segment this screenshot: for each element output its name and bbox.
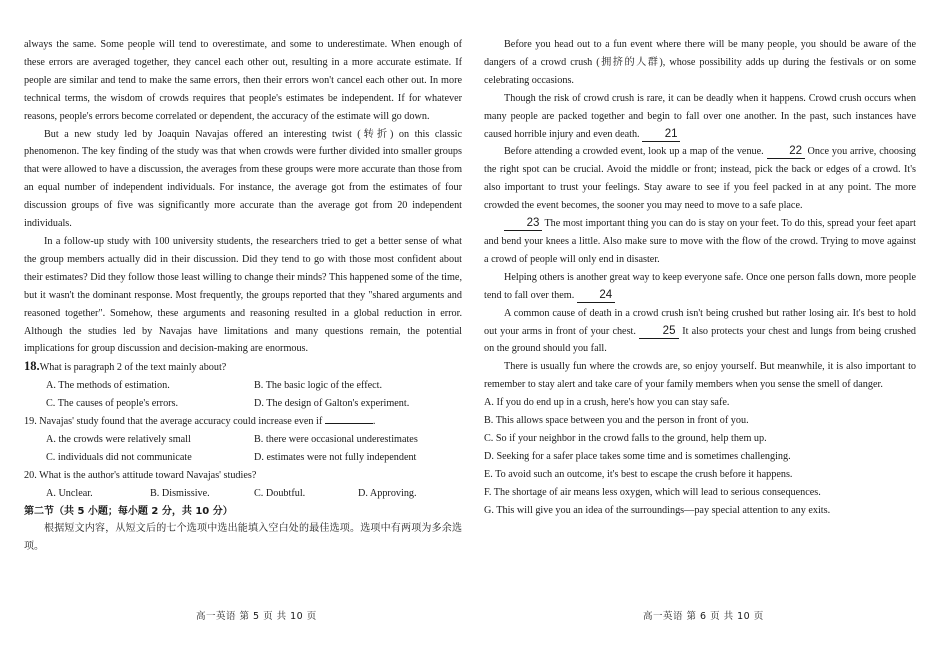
blank-25[interactable]: 25 (639, 325, 679, 339)
question-19-blank (325, 423, 373, 424)
question-20-option-a[interactable]: A. Unclear. (46, 487, 93, 499)
blank-21[interactable]: 21 (642, 128, 680, 142)
question-18-option-b[interactable]: B. The basic logic of the effect. (254, 380, 383, 392)
cloze-paragraph-3: Before attending a crowded event, look up a map of the venue. 22 Once you arrive, choosing the right spot can be crucial. Avoid the middle or front; instead, pick the back or edges of a crowd. It's also important to trust your feelings. Stay aware to see if you feel packed in at any point. The more crowded the event becomes, the sooner you may need to move to a safe place. (484, 145, 917, 212)
question-19-option-a[interactable]: A. the crowds were relatively small (46, 433, 191, 445)
choice-a[interactable]: A. If you do end up in a crush, here's how you can stay safe. (484, 397, 730, 409)
question-20 (24, 467, 462, 503)
question-20-option-c[interactable]: C. Doubtful. (254, 487, 306, 499)
cloze-paragraph-5: Helping others is another great way to keep everyone safe. Once one person falls down, more people tend to fall over them. 24 (484, 271, 916, 301)
blank-23[interactable]: 23 (504, 217, 542, 231)
choice-e[interactable]: E. To avoid such an outcome, it's best to escape the crush before it happens. (484, 468, 793, 480)
cloze-paragraph-4: 23 The most important thing you can do is stay on your feet. To do this, spread your feet apart and bend your knees a little. Also make sure to move with the flow of the crowd. Trying to move against a crowd of people will only end in disaster. (484, 217, 916, 265)
question-18-option-a[interactable]: A. The methods of estimation. (46, 380, 170, 392)
question-19-option-b[interactable]: B. there were occasional underestimates (254, 433, 418, 445)
choice-b[interactable]: B. This allows space between you and the person in front of you. (484, 415, 749, 427)
question-18-option-c[interactable]: C. The causes of people's errors. (46, 398, 179, 410)
question-19-option-c[interactable]: C. individuals did not communicate (46, 451, 192, 463)
page-footer-left: 高一英语 第 5 页 共 10 页 (196, 611, 317, 622)
passage-paragraph-2: But a new study led by Joaquin Navajas offered an interesting twist (转折) on this classic phenomenon. The key finding of the study was that when crowds were further divided into smaller groups that were allowed to have a discussion, the averages from these groups were more accurate than those from an equal number of independent individuals. For instance, the average got from the estimates of four discussion groups of five was significantly more accurate than the average got from 20 independent individuals. (24, 128, 462, 230)
section-title: 第二节（共 5 小题；每小题 2 分，共 10 分） (24, 505, 233, 517)
choice-c[interactable]: C. So if your neighbor in the crowd falls to the ground, help them up. (484, 432, 767, 444)
choice-f[interactable]: F. The shortage of air means less oxygen, which will lead to serious consequences. (484, 486, 821, 498)
cloze-paragraph-1: Before you head out to a fun event where there will be many people, you should be aware of the dangers of a crowd crush (拥挤的人群), whose possibility adds up during the festivals or on some celebrating occasions. (484, 39, 916, 86)
question-20-stem: 20. What is the author's attitude toward Navajas' studies? (24, 469, 257, 481)
question-18 (24, 358, 462, 413)
choice-list (484, 394, 916, 519)
section-instructions: 根据短文内容，从短文后的七个选项中选出能填入空白处的最佳选项。选项中有两项为多余选项。 (24, 523, 462, 553)
passage-paragraph-1: always the same. Some people will tend to overestimate, and some to underestimate. When enough of these errors are averaged together, they cancel each other out, resulting in a more accurate estimate. If people are similar and tend to make the same errors, then their errors won't cancel each other out. In more technical terms, the wisdom of crowds requires that people's estimates be independent. If for whatever reasons, people's errors become correlated or dependent, the accuracy of the estimate will go down. (24, 39, 462, 122)
page-footer-right: 高一英语 第 6 页 共 10 页 (643, 611, 764, 622)
question-19-stem: 19. Navajas' study found that the average accuracy could increase even if (24, 416, 323, 428)
blank-22[interactable]: 22 (767, 145, 805, 159)
passage-paragraph-3: In a follow-up study with 100 university students, the researchers tried to get a better sense of what the group members actually did in their discussion. Did they tend to go with those most confident about their estimates? Did they follow those least willing to change their minds? This happened some of the time, but it wasn't the dominant response. Most frequently, the groups reported that they "shared arguments and reasoned together". Somehow, these arguments and reasoning resulted in a global reduction in error. Although the studies led by Navajas have limitations and many questions remain, the potential implications for group discussion and decision-making are enormous. (24, 235, 462, 355)
left-column (24, 36, 462, 556)
question-19: 19. Navajas' study found that the average accuracy could increase even if . A. the crowds were relatively small B. there were occasional underestimates C. individuals did not communicate D. estimates were not fully independent (24, 413, 462, 467)
question-20-option-b[interactable]: B. Dismissive. (150, 487, 210, 499)
cloze-paragraph-6: A common cause of death in a crowd crush isn't being crushed but rather losing air. It's best to hold out your arms in front of your chest. 25 It also protects your chest and lungs from being crushed on the ground should you fall. (484, 307, 916, 355)
choice-d[interactable]: D. Seeking for a safer place takes some time and is sometimes challenging. (484, 450, 791, 462)
cloze-paragraph-2: Though the risk of crowd crush is rare, it can be deadly when it happens. Crowd crush occurs when many people are packed together and begin to fall over one another. In the past, such instances have caused horrible injury and even death. 21 (484, 92, 916, 140)
choice-g[interactable]: G. This will give you an idea of the surroundings—pay special attention to any exits. (484, 504, 831, 516)
question-18-number: 18. (24, 359, 40, 374)
right-column (484, 36, 916, 519)
question-18-option-d[interactable]: D. The design of Galton's experiment. (254, 398, 410, 410)
question-19-option-d[interactable]: D. estimates were not fully independent (254, 451, 417, 463)
question-18-stem: What is paragraph 2 of the text mainly about? (39, 362, 227, 374)
blank-24[interactable]: 24 (577, 289, 615, 303)
question-20-option-d[interactable]: D. Approving. (358, 487, 417, 499)
cloze-paragraph-7: There is usually fun where the crowds are, so enjoy yourself. But meanwhile, it is also important to remember to stay alert and take care of your family members when you sense the smell of danger. (484, 361, 916, 391)
